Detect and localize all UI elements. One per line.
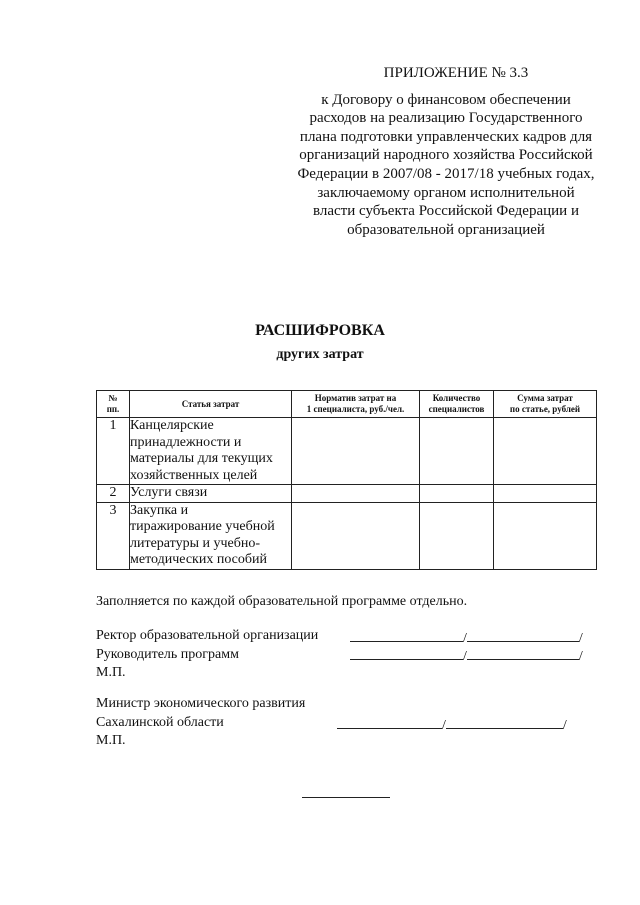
appendix-line: Федерации в 2007/08 - 2017/18 учебных годах, <box>297 165 595 182</box>
row-cost-norm-cell[interactable] <box>292 418 420 485</box>
rector-signature-field[interactable]: / / <box>350 629 583 646</box>
seal-label: М.П. <box>96 665 126 680</box>
appendix-line: заключаемому органом исполнительной <box>317 184 575 201</box>
table-header-row <box>97 391 597 418</box>
row-cost-item: Услуги связи <box>130 485 292 503</box>
row-specialists-cell[interactable] <box>420 418 494 485</box>
header-cost-norm: Норматив затрат на 1 специалиста, руб./чел. <box>292 391 420 418</box>
minister-signature-block <box>96 695 305 751</box>
table-row <box>97 485 597 503</box>
header-number: № пп. <box>97 391 130 418</box>
appendix-block <box>286 64 606 239</box>
row-cost-item: Канцелярские принадлежности и материалы для текущих хозяйственных целей <box>130 418 292 485</box>
appendix-line: власти субъекта Российской Федерации и <box>313 203 579 220</box>
row-specialists-cell[interactable] <box>420 502 494 569</box>
fill-instruction-note: Заполняется по каждой образовательной программе отдельно. <box>96 594 468 609</box>
row-cost-norm-cell[interactable] <box>292 485 420 503</box>
header-cost-item: Статья затрат <box>130 391 292 418</box>
cost-breakdown-table <box>96 390 597 570</box>
seal-label: М.П. <box>96 733 126 748</box>
header-specialists-count: Количество специалистов <box>420 391 494 418</box>
appendix-line: к Договору о финансовом обеспечении <box>321 91 571 108</box>
minister-signature-field[interactable]: / / <box>337 716 567 733</box>
appendix-line: организаций народного хозяйства Российской <box>299 147 593 164</box>
program-head-signature-field[interactable]: / / <box>350 647 583 664</box>
table-row <box>97 418 597 485</box>
row-number: 1 <box>97 418 130 485</box>
row-number: 3 <box>97 502 130 569</box>
appendix-line: образовательной организацией <box>347 221 545 238</box>
row-sum-cell[interactable] <box>494 485 597 503</box>
rector-label: Ректор образовательной организации <box>96 628 319 643</box>
row-cost-norm-cell[interactable] <box>292 502 420 569</box>
program-head-label: Руководитель программ <box>96 646 239 662</box>
header-total-sum: Сумма затрат по статье, рублей <box>494 391 597 418</box>
document-title: РАСШИФРОВКА <box>255 322 385 339</box>
row-sum-cell[interactable] <box>494 418 597 485</box>
row-cost-item: Закупка и тиражирование учебной литературы и учебно- методических пособий <box>130 502 292 569</box>
row-sum-cell[interactable] <box>494 502 597 569</box>
appendix-line: расходов на реализацию Государственного <box>309 110 583 127</box>
rector-signature-block <box>96 627 318 683</box>
footer-divider <box>302 797 390 798</box>
table-row <box>97 502 597 569</box>
document-subtitle: других затрат <box>276 347 364 362</box>
row-specialists-cell[interactable] <box>420 485 494 503</box>
appendix-line: плана подготовки управленческих кадров для <box>299 128 593 145</box>
document-heading <box>200 322 440 363</box>
appendix-title: ПРИЛОЖЕНИЕ № 3.3 <box>383 65 529 81</box>
minister-region-label: Сахалинской области <box>96 714 224 730</box>
minister-label: Министр экономического развития <box>96 696 306 711</box>
row-number: 2 <box>97 485 130 503</box>
